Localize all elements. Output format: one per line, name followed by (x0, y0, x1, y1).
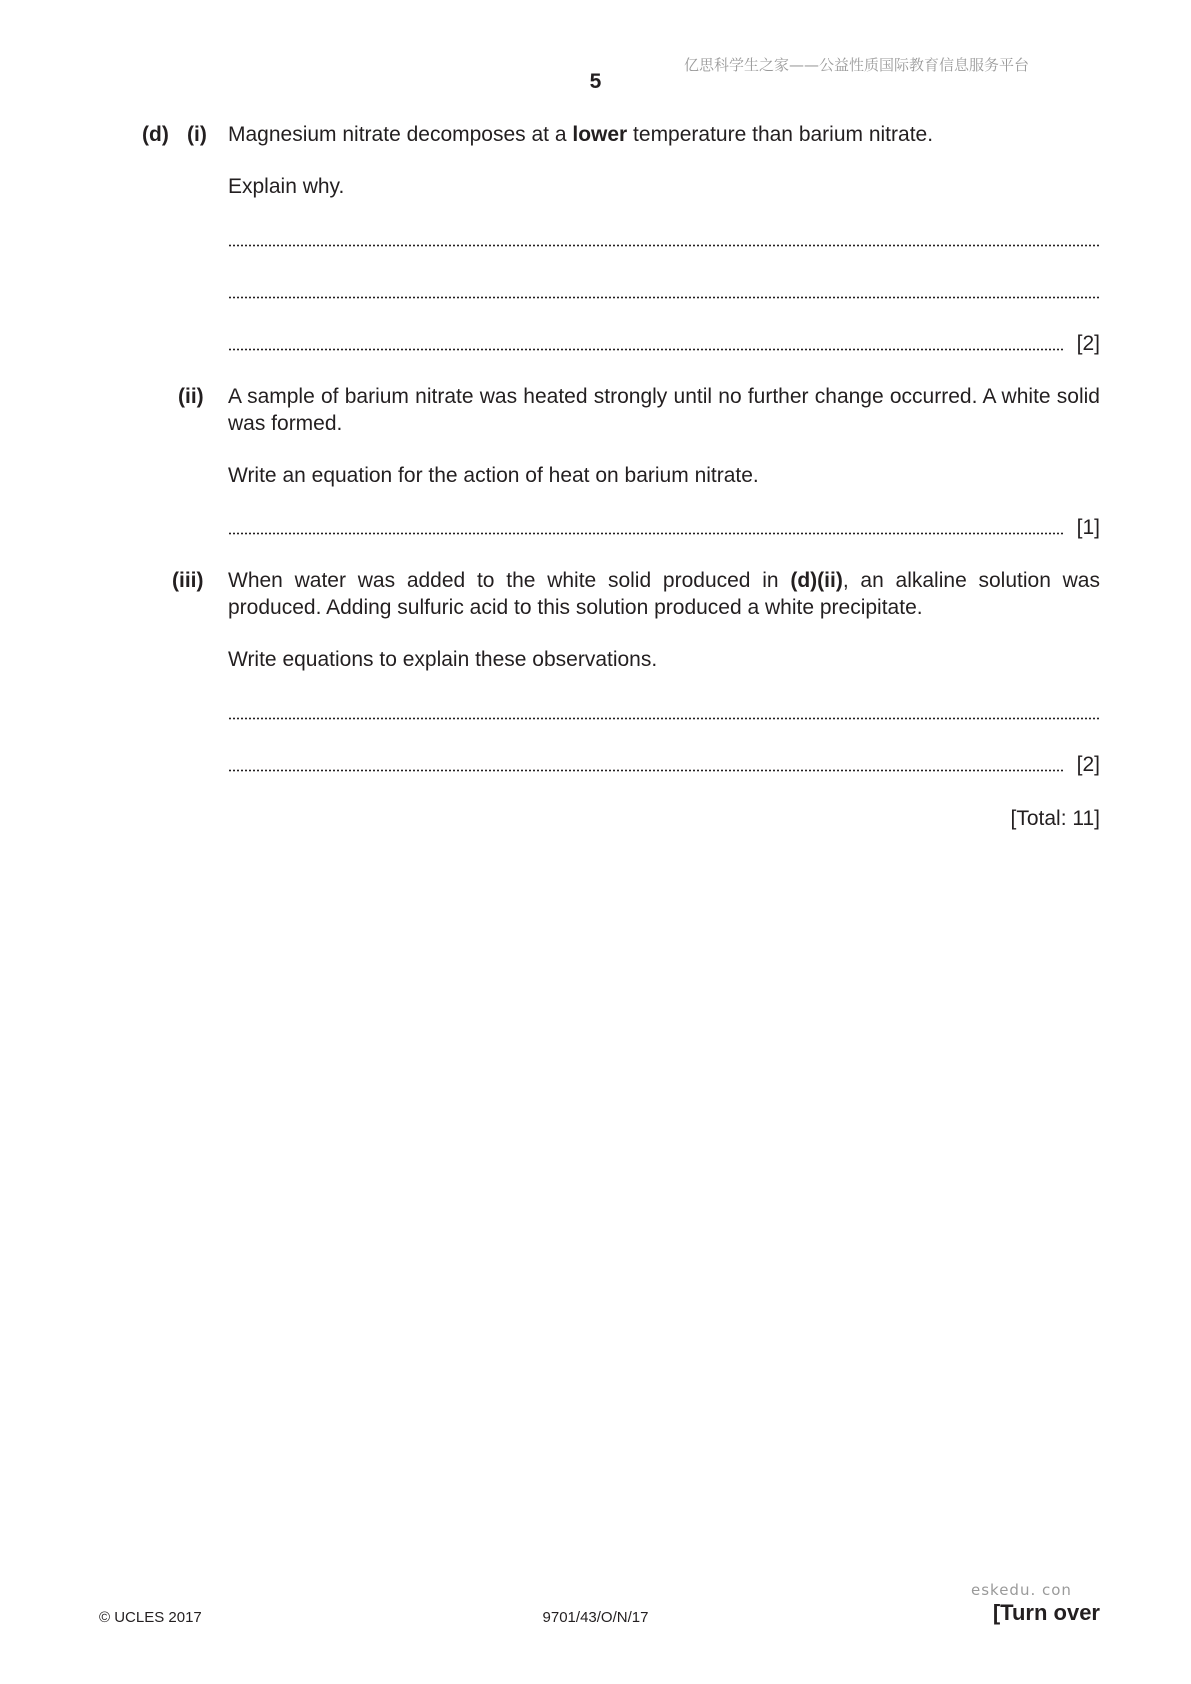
instruction-d-i: Explain why. (228, 175, 345, 198)
emphasis-lower: lower (572, 123, 628, 146)
page-number: 5 (589, 70, 602, 93)
question-d-i-text (228, 121, 1100, 148)
dotted-rule (228, 769, 1065, 772)
dotted-rule (228, 296, 1100, 299)
mark-allocation: [1] (1076, 516, 1100, 539)
answer-line[interactable] (228, 330, 1100, 357)
watermark-text: 亿思科学生之家——公益性质国际教育信息服务平台 (684, 56, 1030, 74)
dotted-rule (228, 244, 1100, 247)
question-text-segment: When water was added to the white solid produced in (228, 569, 791, 592)
dotted-rule (228, 532, 1065, 535)
answer-line[interactable] (228, 514, 1100, 541)
turn-over: [Turn over (992, 1600, 1100, 1625)
instruction-d-iii: Write equations to explain these observations. (228, 648, 658, 671)
instruction-d-ii: Write an equation for the action of heat on barium nitrate. (228, 464, 759, 487)
mark-allocation: [2] (1076, 753, 1100, 776)
sub-iii-label: (iii) (172, 569, 204, 592)
part-d-label: (d) (142, 123, 169, 146)
dotted-rule (228, 717, 1100, 720)
answer-line[interactable] (228, 699, 1100, 726)
question-d-ii-text: A sample of barium nitrate was heated strongly until no further change occurred. A white solid was formed. (228, 385, 1100, 435)
answer-line[interactable] (228, 278, 1100, 305)
dotted-rule (228, 348, 1065, 351)
total-marks: [Total: 11] (1010, 807, 1100, 830)
mark-allocation: [2] (1076, 332, 1100, 355)
footer-site-watermark: eskedu. con (971, 1581, 1072, 1599)
question-text-segment: , an alkaline solution was produced. Adding sulfuric acid to this solution produced a white precipitate. (228, 569, 1100, 619)
question-text-segment: Magnesium nitrate decomposes at a (228, 123, 573, 146)
answer-line[interactable] (228, 751, 1100, 778)
answer-line[interactable] (228, 226, 1100, 253)
sub-ii-label: (ii) (178, 385, 204, 408)
reference-d-ii: (d)(ii) (790, 569, 843, 592)
sub-i-label: (i) (187, 123, 207, 146)
copyright: © UCLES 2017 (99, 1609, 202, 1626)
paper-code: 9701/43/O/N/17 (542, 1609, 649, 1626)
question-d-iii-text (228, 567, 1100, 621)
question-text-segment: temperature than barium nitrate. (627, 123, 934, 146)
